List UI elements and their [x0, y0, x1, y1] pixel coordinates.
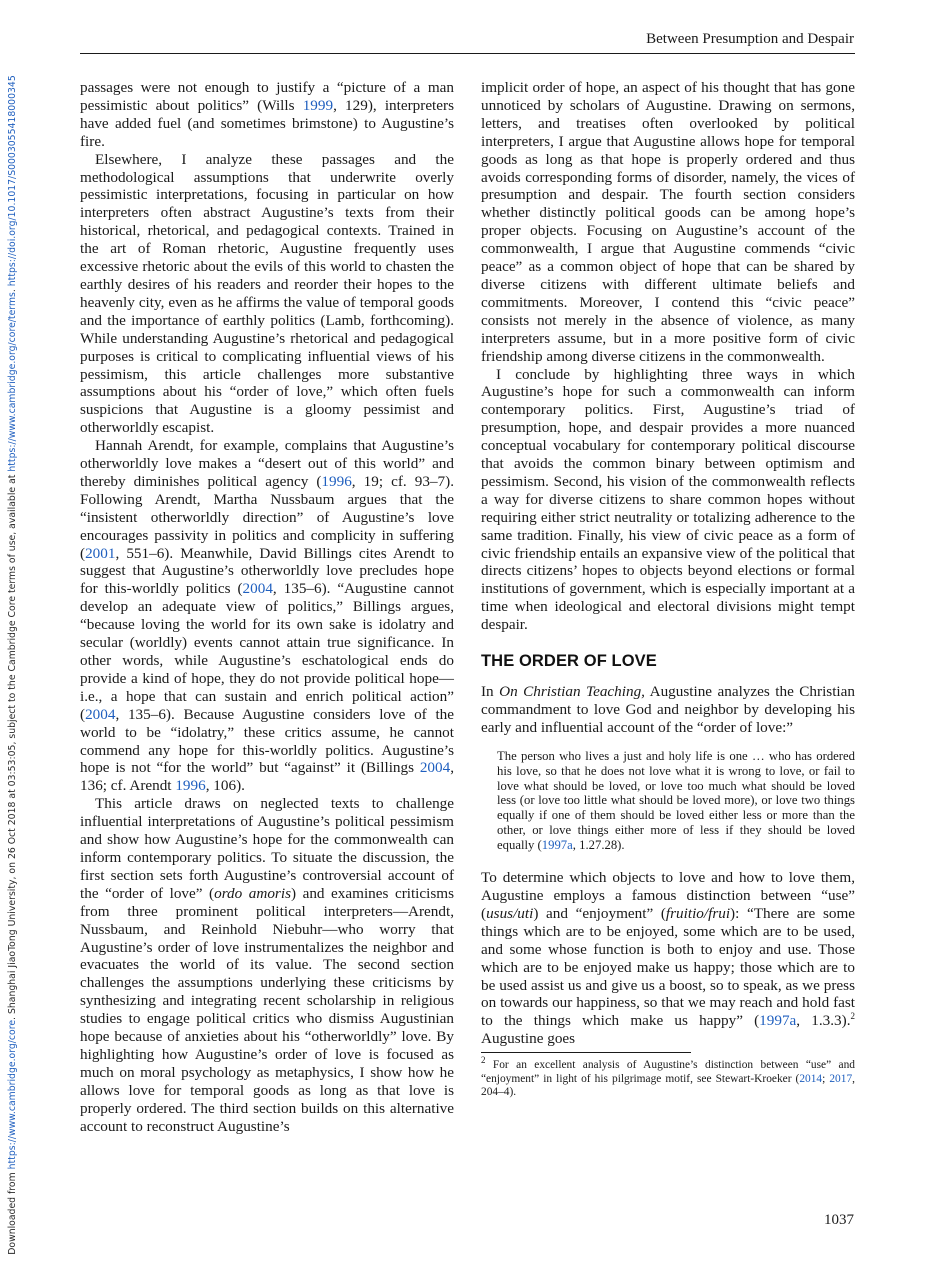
citation-link[interactable]: 2017	[829, 1072, 853, 1085]
right-column	[481, 79, 855, 1099]
page-number: 1037	[824, 1212, 854, 1228]
text-run: , 136; cf. Arendt	[80, 759, 454, 795]
text-run: , 551–6). Meanwhile, David Billings cites Arendt to suggest that Augustine’s otherworldly love precludes hope for this-worldly politics (	[80, 544, 454, 598]
citation-link[interactable]: 2004	[85, 705, 116, 723]
block-quote	[497, 749, 855, 853]
citation-link[interactable]: 1996	[175, 777, 206, 795]
download-prefix: Downloaded from	[7, 1169, 18, 1255]
latin-term: fruitio/frui	[665, 904, 731, 922]
left-paragraph-3	[80, 437, 454, 795]
footnote-rule	[481, 1052, 691, 1053]
doi-link[interactable]: https://doi.org/10.1017/S0003055418000345	[7, 75, 18, 287]
citation-link[interactable]: 1997a	[541, 838, 573, 853]
text-run: , 19; cf. 93–7). Following Arendt, Martha Nussbaum argues that the “insistent otherworldly direction” of Augustine’s love encourages passivity in politics and complicity in suffering (	[80, 472, 454, 562]
terms-link[interactable]: https://www.cambridge.org/core/terms	[7, 292, 18, 472]
text-run: , 135–6). Because Augustine considers love of the world to be “idolatry,” these critics assume, he cannot commend any hope for this-worldly politics. Augustine’s hope is not “for the world” but “against” it (Billings	[80, 705, 454, 777]
text-run: , 204–4).	[481, 1072, 855, 1098]
text-run: In	[481, 683, 500, 700]
section-heading: THE ORDER OF LOVE	[481, 652, 657, 671]
text-run: , 129), interpreters have added fuel (and sometimes brimstone) to Augustine’s fire.	[80, 96, 454, 150]
text-run: ): “There are some things which are to be enjoyed, some which are to be used, and some whose function is both to enjoy and use. Those which are to be enjoyed make us happy; those which are to be used assist us and give us a boost, so to speak, as we press on towards our happiness, so that we may reach and hold fast to the things which make us happy” (	[481, 904, 856, 1030]
citation-link[interactable]: 2004	[419, 759, 451, 777]
right-paragraph-3	[481, 683, 855, 737]
running-head: Between Presumption and Despair	[646, 31, 854, 47]
left-column	[80, 79, 454, 1135]
citation-link[interactable]: 2001	[85, 544, 116, 562]
download-notice	[4, 65, 22, 1265]
citation-link[interactable]: 1996	[321, 472, 352, 490]
cambridge-core-link[interactable]: https://www.cambridge.org/core	[7, 1019, 18, 1170]
header-rule	[80, 53, 855, 54]
left-paragraph-4	[80, 795, 454, 1135]
right-paragraph-1: implicit order of hope, an aspect of his thought that has gone unnoticed by scholars of Augustine. Drawing on sermons, letters, and treatises often overlooked by political interpreters, I argue that Augustine allows hope for temporal goods as long as that hope is properly ordered and thus avoids corresponding forms of disorder, namely, the vices of presumption and despair. The fourth section considers whether distinctly political goods can be among hope’s proper objects. Focusing on Augustine’s account of the commonwealth, I argue that Augustine commends “civic peace” as a common object of hope that can be shared by diverse citizens with different ultimate beliefs and commitments. Moreover, I contend this “civic peace” consists not merely in the absence of violence, as many interpreters assume, but in a more positive form of civic friendship among diverse citizens in the commonwealth.	[481, 79, 855, 365]
footnote-marker[interactable]: 2	[850, 1011, 856, 1022]
citation-link[interactable]: 2014	[799, 1072, 823, 1085]
citation-link[interactable]: 1997a	[759, 1012, 797, 1030]
download-middle-text: . Shanghai JiaoTong University, on 26 Oct 2018 at 03:53:05, subject to the Cambridge Core terms of use, available at	[7, 471, 18, 1020]
left-paragraph-2: Elsewhere, I analyze these passages and the methodological assumptions that underwrite overly pessimistic interpretations, focusing in particular on how interpreters often abstract Augustine’s texts from their historical, rhetorical, and pedagogical contexts. Trained in the art of Roman rhetoric, Augustine frequently uses excessive rhetoric about the evils of this world to chasten the earthly desires of his readers and reorder their hopes to the heavenly city, even as he affirms the value of temporal goods and the importance of earthly politics (Lamb, forthcoming). While understanding Augustine’s rhetorical and pedagogical purposes is critical to complicating influential views of his pessimism, this article challenges more substantive assumptions about his “order of love,” which often fuels suspicions that Augustine is a gloomy pessimist and otherworldly escapist.	[80, 150, 454, 437]
download-separator: .	[7, 286, 18, 293]
footnote	[481, 1055, 855, 1099]
text-run: The person who lives a just and holy life is one … who has ordered his love, so that he does not love what it is wrong to love, or fail to love what should be loved, or love too much what should be loved less (or love too little what should be loved more), or love two things equally if one of them should be loved either less or more than the other, or love things either more of less if they should be loved equally (	[497, 748, 855, 853]
text-run: Hannah Arendt, for example, complains that Augustine’s otherworldly love makes a “desert out of this world” and thereby diminishes political agency (	[80, 437, 454, 490]
text-run: ) and “enjoyment” (	[533, 904, 666, 922]
book-title: On Christian Teaching,	[499, 683, 645, 700]
right-paragraph-2: I conclude by highlighting three ways in which Augustine’s hope for such a commonwealth can inform contemporary politics. First, Augustine’s triad of presumption, hope, and despair provides a more nuanced conceptual vocabulary for contemporary political discourse that avoids the common binary between optimism and pessimism. Second, his vision of the commonwealth reflects a way for diverse citizens to share common hopes without requiring either strict neutrality or totalizing adherence to the same tradition. Finally, his view of civic peace as a form of civic friendship entails an expansive view of the political that directs citizens’ hopes to objects beyond elections or formal institutions of government, which is especially important at a time when ideological and electoral divisions might tempt despair.	[481, 365, 855, 634]
text-run: ;	[822, 1072, 830, 1085]
left-paragraph-1	[80, 79, 454, 151]
latin-term: ordo amoris	[214, 884, 291, 902]
footnote-number: 2	[481, 1055, 486, 1066]
text-run: ) and examines criticisms from three prominent political interpreters—Arendt, Nussbaum, and Reinhold Niebuhr—who worry that Augustine’s order of love instrumentalizes the neighbor and evacuates the world of its value. The second section challenges the assumptions underlying these criticisms by synthesizing and integrating recent scholarship in religious studies to engage political critics who dismiss Augustinian hope because of anxieties about his “otherworldly” love. By highlighting how Augustine’s order of love is focused as much on moral psychology as metaphysics, I show how he allows love for temporal goods as long as that love is properly ordered. The third section builds on this alternative account to reconstruct Augustine’s	[80, 884, 454, 1135]
text-run: , 135–6). “Augustine cannot develop an adequate view of politics,” Billings argues, “because loving the world for its own sake is idolatry and secular (worldly) events cannot attain true significance. In other words, while Augustine’s eschatological ends do provide a kind of hope, they do not provide political hope—i.e., a hope that can sustain and enrich political action” (	[80, 580, 455, 723]
text-run: passages were not enough to justify a “picture of a man pessimistic about politics” (Wills	[80, 79, 454, 114]
latin-term: usus/uti	[486, 904, 534, 922]
text-run: , 1.27.28).	[572, 838, 625, 853]
citation-link[interactable]: 1999	[302, 96, 334, 114]
text-run: This article draws on neglected texts to challenge influential interpretations of Augustine’s political pessimism and show how Augustine’s hope for the commonwealth can inform contemporary politics. To situate the discussion, the first section sets forth Augustine’s controversial account of the “order of love” (	[80, 795, 454, 902]
text-run: , 1.3.3).	[796, 1012, 851, 1030]
text-run: For an excellent analysis of Augustine’s distinction between “use” and “enjoyment” in light of his pilgrimage motif, see Stewart-Kroeker (	[481, 1059, 855, 1085]
text-run: Augustine analyzes the Christian commandment to love God and neighbor by developing his early and influential account of the “order of love:”	[481, 683, 855, 736]
right-paragraph-4	[481, 869, 855, 1048]
citation-link[interactable]: 2004	[242, 580, 273, 598]
text-run: To determine which objects to love and how to love them, Augustine employs a famous distinction between “use” (	[481, 869, 855, 922]
text-run: Augustine goes	[481, 1030, 576, 1048]
text-run: , 106).	[205, 777, 245, 795]
